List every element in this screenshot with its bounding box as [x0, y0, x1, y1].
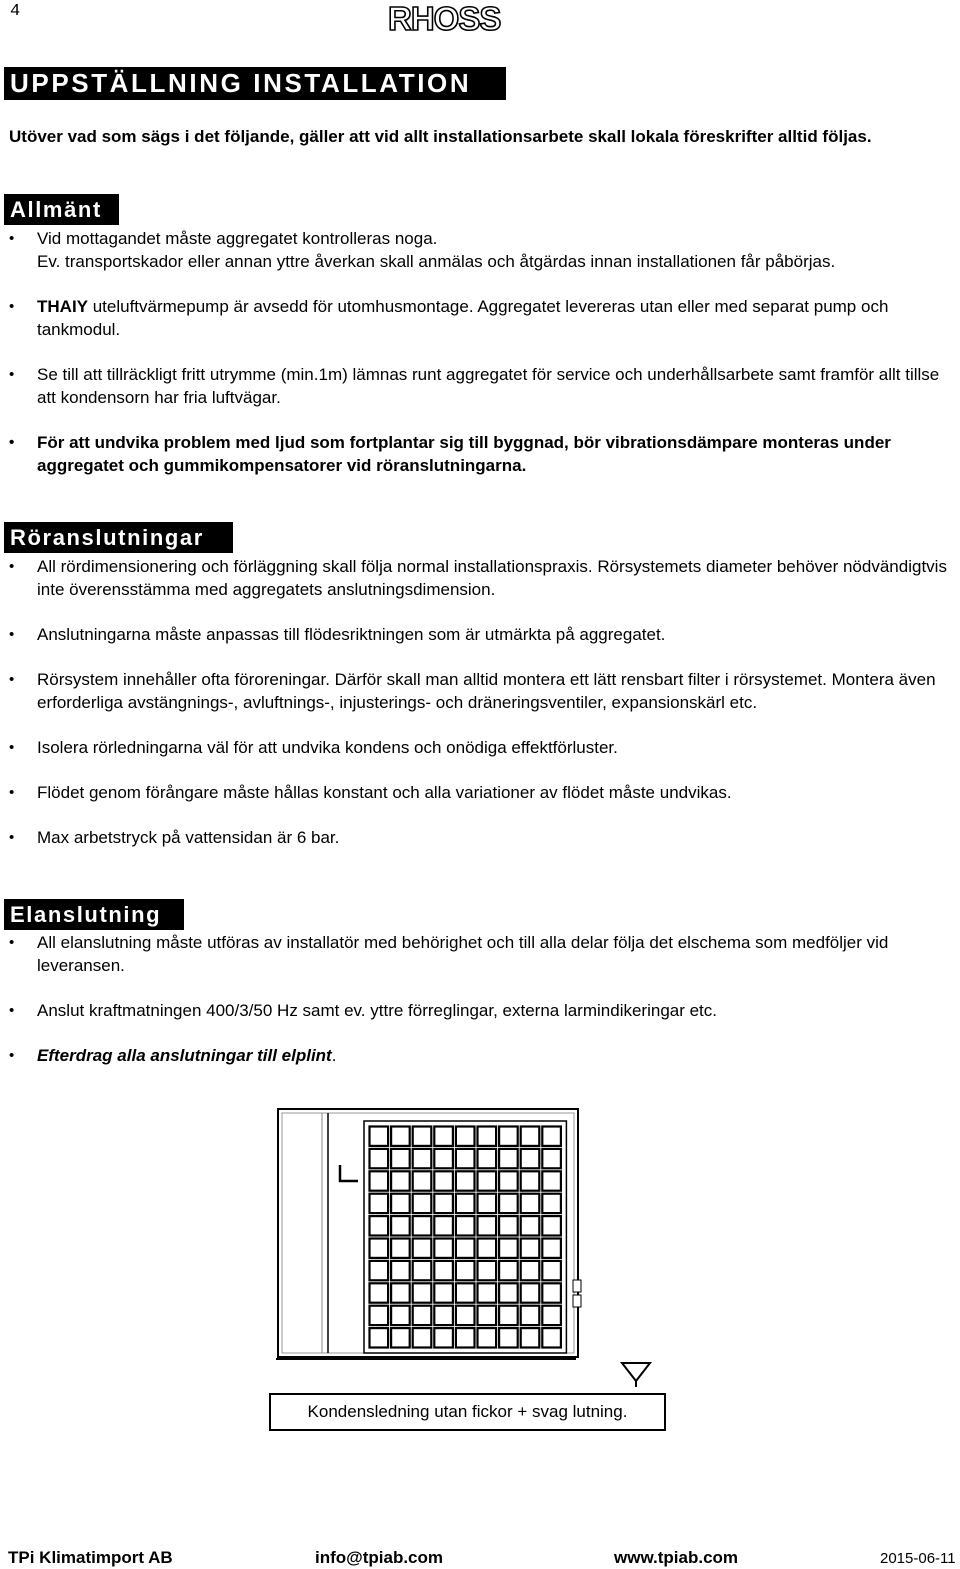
list-item-text: Vid mottagandet måste aggregatet kontrolleras noga.	[37, 229, 438, 248]
list-item	[9, 227, 959, 273]
coil-grid-cell	[434, 1216, 453, 1235]
list-item: • Rörsystem innehåller ofta föroreningar. Därför skall man alltid montera ett lätt rensbart filter i rörsystemet. Montera även erforderliga avstängnings-, avluftnings-, injusterings- och dräneringsventiler, expansionskärl etc.	[9, 668, 959, 714]
coil-grid-cell	[456, 1261, 475, 1280]
figure-caption: Kondensledning utan fickor + svag lutning.	[269, 1393, 666, 1431]
list-item: • All elanslutning måste utföras av installatör med behörighet och till alla delar följa det elschema som medföljer vid leveransen.	[9, 931, 959, 977]
coil-grid-cell	[434, 1149, 453, 1168]
coil-grid-cell	[370, 1127, 389, 1146]
coil-grid-cell	[478, 1149, 497, 1168]
coil-grid-cell	[434, 1306, 453, 1325]
footer-email[interactable]: info@tpiab.com	[315, 1548, 444, 1567]
coil-grid-cell	[521, 1239, 540, 1258]
list-item: • Anslutningarna måste anpassas till flödesriktningen som är utmärkta på aggregatet.	[9, 623, 959, 646]
page-title: UPPSTÄLLNING INSTALLATION	[4, 67, 506, 100]
coil-grid-cell	[413, 1171, 432, 1190]
coil-grid-cell	[434, 1194, 453, 1213]
coil-grid-cell	[434, 1127, 453, 1146]
coil-grid-cell	[370, 1306, 389, 1325]
product-name: THAIY	[37, 297, 88, 316]
coil-grid-cell	[478, 1328, 497, 1347]
coil-grid-cell	[391, 1328, 410, 1347]
allmant-list	[9, 227, 959, 477]
coil-grid-cell	[521, 1127, 540, 1146]
coil-grid-cell	[456, 1171, 475, 1190]
page-number: 4	[10, 2, 21, 21]
footer-date: 2015-06-11	[880, 1550, 956, 1567]
list-item: • För att undvika problem med ljud som fortplantar sig till byggnad, bör vibrationsdämpare monteras under aggregatet och gummikompensatorer vid röranslutningarna.	[9, 431, 959, 477]
unit-side-view-drawing	[276, 1105, 666, 1395]
coil-grid-cell	[478, 1283, 497, 1302]
emphasis-text: Efterdrag alla anslutningar till elplint	[37, 1046, 332, 1065]
list-item: • All rördimensionering och förläggning skall följa normal installationspraxis. Rörsystemets diameter behöver nödvändigtvis inte överensstämma med aggregatets anslutningsdimension.	[9, 555, 959, 601]
coil-grid-cell	[391, 1194, 410, 1213]
list-item: • Anslut kraftmatningen 400/3/50 Hz samt ev. yttre förreglingar, externa larmindikeringar etc.	[9, 999, 959, 1022]
footer-company: TPi Klimatimport AB	[8, 1548, 173, 1567]
coil-grid-cell	[542, 1328, 561, 1347]
coil-grid-cell	[499, 1127, 518, 1146]
coil-grid-cell	[499, 1149, 518, 1168]
coil-grid-cell	[542, 1194, 561, 1213]
coil-grid-cell	[413, 1328, 432, 1347]
coil-grid-cell	[434, 1328, 453, 1347]
coil-grid-cell	[434, 1171, 453, 1190]
coil-grid-cell	[456, 1149, 475, 1168]
coil-grid-cell	[478, 1171, 497, 1190]
coil-grid-cell	[413, 1194, 432, 1213]
coil-grid-cell	[478, 1306, 497, 1325]
brand-logo: RHOSS	[388, 0, 501, 37]
coil-grid-cell	[542, 1127, 561, 1146]
coil-grid-cell	[391, 1216, 410, 1235]
coil-grid-cell	[456, 1306, 475, 1325]
coil-grid-cell	[521, 1216, 540, 1235]
coil-grid-cell	[370, 1239, 389, 1258]
intro-text: Utöver vad som sägs i det följande, gäller att vid allt installationsarbete skall lokala föreskrifter alltid följas.	[9, 127, 872, 146]
coil-grid-cell	[413, 1283, 432, 1302]
coil-grid-cell	[413, 1149, 432, 1168]
coil-grid-cell	[521, 1283, 540, 1302]
coil-grid-cell	[434, 1283, 453, 1302]
coil-grid-cell	[499, 1261, 518, 1280]
list-item-text: uteluftvärmepump är avsedd för utomhusmontage. Aggregatet levereras utan eller med separat pump och tankmodul.	[37, 297, 889, 339]
coil-grid-cell	[521, 1328, 540, 1347]
coil-grid-cell	[391, 1306, 410, 1325]
coil-grid-cell	[456, 1216, 475, 1235]
coil-grid-cell	[413, 1239, 432, 1258]
list-item	[9, 1044, 959, 1067]
coil-grid-cell	[413, 1306, 432, 1325]
coil-grid-cell	[456, 1194, 475, 1213]
section-heading-elanslutning: Elanslutning	[4, 899, 184, 930]
hinge	[573, 1280, 581, 1292]
coil-grid-cell	[370, 1261, 389, 1280]
coil-grid-cell	[499, 1283, 518, 1302]
coil-grid-cell	[521, 1306, 540, 1325]
drain-funnel-icon	[622, 1363, 650, 1387]
coil-grid-cell	[499, 1171, 518, 1190]
coil-grid	[364, 1121, 566, 1353]
coil-grid-cell	[391, 1261, 410, 1280]
coil-grid-cell	[542, 1283, 561, 1302]
coil-grid-cell	[478, 1127, 497, 1146]
coil-grid-cell	[478, 1216, 497, 1235]
coil-grid-cell	[542, 1306, 561, 1325]
coil-grid-cell	[478, 1261, 497, 1280]
coil-grid-cell	[456, 1283, 475, 1302]
coil-grid-cell	[499, 1239, 518, 1258]
coil-grid-cell	[499, 1306, 518, 1325]
coil-grid-cell	[370, 1194, 389, 1213]
coil-grid-cell	[391, 1239, 410, 1258]
coil-grid-cell	[370, 1328, 389, 1347]
bracket-mark	[340, 1165, 358, 1181]
coil-grid-cell	[521, 1194, 540, 1213]
footer-website[interactable]: www.tpiab.com	[614, 1548, 739, 1567]
coil-grid-cell	[542, 1149, 561, 1168]
coil-grid-cell	[499, 1194, 518, 1213]
coil-grid-cell	[456, 1328, 475, 1347]
coil-grid-cell	[542, 1216, 561, 1235]
list-item	[9, 295, 959, 341]
section-heading-roranslutningar: Röranslutningar	[4, 522, 233, 553]
hinge	[573, 1295, 581, 1307]
coil-grid-cell	[521, 1149, 540, 1168]
list-item-text: .	[331, 1046, 337, 1065]
coil-grid-cell	[499, 1328, 518, 1347]
list-item-text: Ev. transportskador eller annan yttre åverkan skall anmälas och åtgärdas innan installationen får påbörjas.	[37, 252, 836, 271]
coil-grid-cell	[391, 1171, 410, 1190]
coil-grid-cell	[542, 1239, 561, 1258]
coil-grid-cell	[391, 1283, 410, 1302]
coil-grid-cell	[391, 1127, 410, 1146]
coil-grid-cell	[478, 1194, 497, 1213]
coil-grid-cell	[413, 1127, 432, 1146]
coil-grid-cell	[370, 1171, 389, 1190]
coil-grid-cell	[456, 1127, 475, 1146]
elanslutning-list	[9, 931, 959, 1067]
coil-grid-cell	[413, 1261, 432, 1280]
coil-grid-cell	[413, 1216, 432, 1235]
coil-grid-cell	[521, 1261, 540, 1280]
list-item: • Max arbetstryck på vattensidan är 6 bar.	[9, 826, 959, 849]
coil-grid-cell	[370, 1283, 389, 1302]
coil-grid-cell	[370, 1216, 389, 1235]
section-heading-allmant: Allmänt	[4, 194, 119, 225]
coil-grid-cell	[370, 1149, 389, 1168]
list-item: • Isolera rörledningarna väl för att undvika kondens och onödiga effektförluster.	[9, 736, 959, 759]
coil-grid-cell	[434, 1239, 453, 1258]
coil-grid-cell	[456, 1239, 475, 1258]
coil-grid-cell	[478, 1239, 497, 1258]
list-item: • Se till att tillräckligt fritt utrymme (min.1m) lämnas runt aggregatet för service och underhållsarbete samt framför allt tillse att kondensorn har fria luftvägar.	[9, 363, 959, 409]
roranslutningar-list	[9, 555, 959, 849]
coil-grid-cell	[391, 1149, 410, 1168]
coil-grid-cell	[434, 1261, 453, 1280]
coil-grid-cell	[521, 1171, 540, 1190]
coil-grid-cell	[542, 1171, 561, 1190]
list-item: • Flödet genom förångare måste hållas konstant och alla variationer av flödet måste undvikas.	[9, 781, 959, 804]
coil-grid-cell	[499, 1216, 518, 1235]
coil-grid-cell	[542, 1261, 561, 1280]
